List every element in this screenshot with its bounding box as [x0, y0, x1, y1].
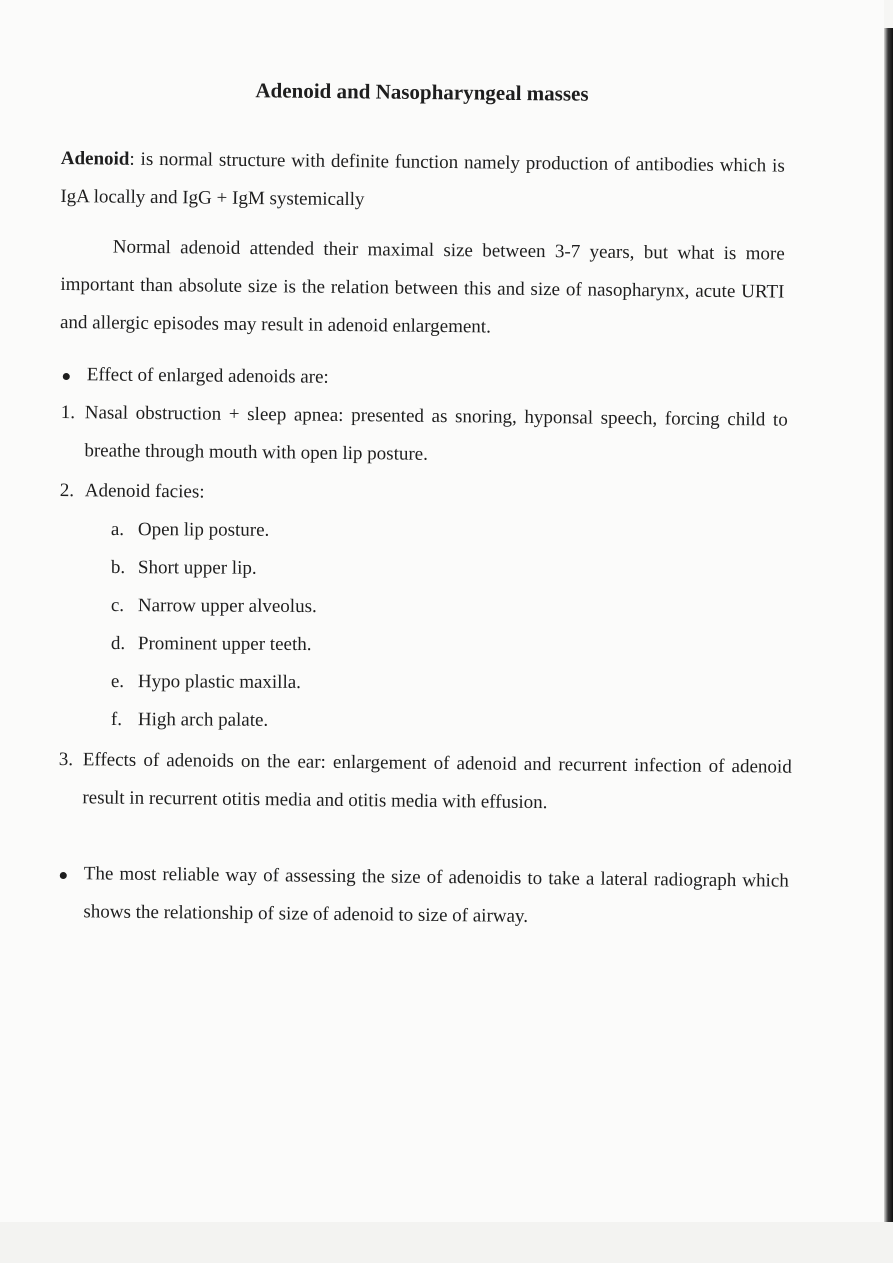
list-item-3 — [58, 741, 792, 825]
list-number: 3. — [58, 748, 74, 771]
list-item-text: Effects of adenoids on the ear: enlargement of adenoid and recurrent infection of adenoid result in recurrent otitis media and otitis media with effusion. — [82, 749, 792, 814]
list-item-text: Nasal obstruction + sleep apnea: presented as snoring, hyponsal speech, forcing child to breathe through mouth with open lip posture. — [84, 402, 788, 465]
sub-letter: e. — [110, 670, 125, 693]
bullet-icon — [63, 373, 70, 380]
bullet-icon — [60, 872, 67, 879]
intro-text: : is normal structure with definite function namely production of antibodies which is IgA locally and IgG + IgM systemically — [60, 148, 785, 211]
sub-letter: d. — [110, 632, 126, 655]
sub-text: Hypo plastic maxilla. — [137, 671, 302, 693]
sub-letter: b. — [110, 556, 126, 579]
sub-text: Short upper lip. — [137, 557, 257, 579]
size-paragraph: Normal adenoid attended their maximal size between 3-7 years, but what is more important than absolute size is the relation between this and size of nasopharynx, acute URTI and allergic episodes may result in adenoid enlargement. — [59, 236, 785, 338]
bullet-text: Effect of enlarged adenoids are: — [86, 364, 329, 388]
sub-letter: c. — [110, 594, 125, 617]
list-number: 2. — [59, 479, 75, 502]
intro-lead-term: Adenoid — [60, 147, 130, 170]
sub-text: Prominent upper teeth. — [137, 633, 312, 656]
sub-text: High arch palate. — [137, 709, 269, 731]
page-edge-shadow — [884, 28, 893, 1223]
list-number: 1. — [60, 401, 76, 424]
list-item-1 — [60, 394, 788, 478]
list-item-text: Adenoid facies: — [84, 480, 205, 503]
bullet-text: The most reliable way of assessing the size of adenoidis to take a lateral radiograph which shows the relationship of size of adenoid to size of airway. — [83, 863, 789, 927]
sub-letter: a. — [110, 518, 125, 541]
sub-text: Open lip posture. — [137, 519, 270, 541]
intro-paragraph — [60, 140, 785, 224]
sub-letter: f. — [110, 708, 123, 731]
scan-bottom-margin — [0, 1222, 893, 1263]
sub-text: Narrow upper alveolus. — [137, 595, 317, 618]
page-title: Adenoid and Nasopharyngeal masses — [255, 78, 589, 106]
bullet-item-radiograph — [57, 855, 789, 939]
